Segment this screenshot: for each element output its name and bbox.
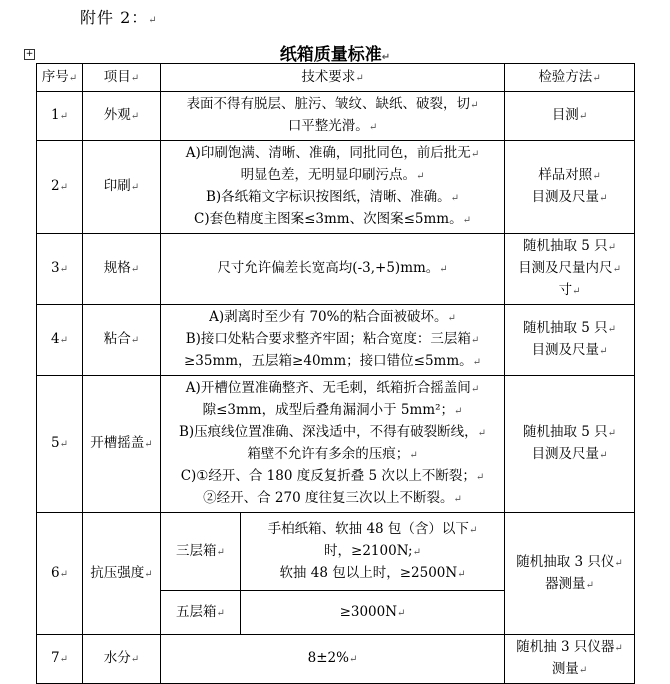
row-tech-line: ≥3000N↵ [339, 603, 406, 620]
row-method [505, 234, 635, 305]
row-no-line: 7↵ [51, 650, 68, 666]
table-row [37, 234, 635, 305]
row-item-line: 外观↵ [103, 107, 140, 123]
row-item [83, 305, 161, 376]
row-method [505, 635, 635, 684]
row-tech-line: 箱壁不允许有多余的压痕；↵ [247, 446, 418, 462]
row-tech-line: 时，≥2100N;↵ [324, 542, 421, 559]
row-tech-line: ②经开、合 270 度往复三次以上不断裂。↵ [203, 490, 462, 506]
row-method-line: 测量↵ [551, 661, 588, 677]
row-method-line: 随机抽取 5 只↵ [522, 238, 617, 254]
row-method-line: 随机抽 3 只仪器↵ [516, 639, 623, 655]
row-method-line: 样品对照↵ [538, 167, 601, 183]
row-item-line: 规格↵ [103, 260, 140, 276]
row-tech [161, 305, 505, 376]
row-tech [161, 635, 505, 684]
row-method-line: 目测↵ [551, 107, 588, 123]
row-method-line: 寸↵ [558, 282, 581, 298]
table-row [37, 513, 635, 591]
header-tech: 技术要求↵ [161, 64, 505, 92]
table-row [37, 376, 635, 513]
row-method [505, 305, 635, 376]
row-no-line: 6↵ [51, 564, 68, 581]
row-tech-line: C)套色精度主图案≤3mm、次图案≤5mm。↵ [194, 211, 471, 227]
row-no-line: 4↵ [51, 331, 68, 347]
row-item [83, 513, 161, 635]
row-method [505, 141, 635, 234]
row-tech-line: 8±2%↵ [307, 650, 358, 666]
row-tech-line: 表面不得有脱层、脏污、皱纹、缺纸、破裂，切↵ [186, 96, 479, 112]
row-layer [161, 513, 241, 591]
table-row [37, 635, 635, 684]
row-tech-line: 隙≤3mm，成型后叠角漏洞小于 5mm²；↵ [202, 402, 463, 418]
row-item [83, 635, 161, 684]
row-no [37, 141, 83, 234]
row-tech-line: B)压痕线位置准确、深浅适中，不得有破裂断线，↵ [178, 424, 487, 440]
table-row [37, 92, 635, 141]
row-method-line: 目测及尺量↵ [531, 189, 608, 205]
row-item-line: 抗压强度↵ [90, 564, 153, 581]
row-layer-line: 五层箱↵ [176, 603, 225, 620]
row-layer-line: 三层箱↵ [176, 542, 225, 559]
row-method [505, 513, 635, 635]
row-no-line: 2↵ [51, 178, 68, 194]
row-tech-line: B)各纸箱文字标识按图纸，清晰、准确。↵ [205, 189, 460, 205]
row-tech-line: A)印刷饱满、清晰、准确，同批同色，前后批无↵ [185, 145, 480, 161]
row-item-line: 印刷↵ [103, 178, 140, 194]
attachment-label: 附件 2：↵ [80, 8, 158, 27]
row-tech-line: A)开槽位置准确整齐、无毛刺，纸箱折合摇盖间↵ [185, 380, 480, 396]
row-method-line: 随机抽取 3 只仪↵ [516, 553, 623, 570]
row-method [505, 376, 635, 513]
header-item: 项目↵ [83, 64, 161, 92]
row-no [37, 92, 83, 141]
page-title: 纸箱质量标准↵ [279, 45, 391, 65]
quality-standard-table [36, 63, 635, 684]
table-move-handle-icon[interactable]: + [25, 49, 34, 59]
row-tech-line: 明显色差，无明显印刷污点。↵ [240, 167, 425, 183]
row-tech-line: 手柏纸箱、软抽 48 包（含）以下↵ [267, 520, 478, 537]
row-tech-line: ≥35mm，五层箱≥40mm；接口错位≤5mm。↵ [183, 353, 482, 369]
row-item [83, 234, 161, 305]
row-method-line: 目测及尺量内尺↵ [518, 260, 621, 276]
table-row [37, 305, 635, 376]
row-item-line: 水分↵ [103, 650, 140, 666]
row-tech-line: 尺寸允许偏差长宽高均(-3,+5)mm。↵ [217, 260, 448, 276]
row-tech [161, 141, 505, 234]
row-tech [161, 234, 505, 305]
header-no: 序号↵ [37, 64, 83, 92]
table-header-row [37, 64, 635, 92]
row-tech-line: B)接口处粘合要求整齐牢固；粘合宽度：三层箱↵ [185, 331, 480, 347]
row-no-line: 3↵ [51, 260, 68, 276]
row-method [505, 92, 635, 141]
table-row [37, 141, 635, 234]
row-no [37, 376, 83, 513]
row-no-line: 5↵ [51, 435, 68, 451]
row-tech-line: A)剥离时至少有 70%的粘合面被破坏。↵ [209, 309, 456, 325]
row-method-line: 目测及尺量↵ [531, 342, 608, 358]
row-no [37, 513, 83, 635]
row-tech-line: 软抽 48 包以上时，≥2500N↵ [279, 564, 466, 581]
row-no-line: 1↵ [51, 107, 68, 123]
row-method-line: 随机抽取 5 只↵ [522, 424, 617, 440]
row-tech [241, 513, 505, 591]
row-no [37, 234, 83, 305]
row-item [83, 141, 161, 234]
row-item-line: 开槽摇盖↵ [90, 435, 153, 451]
row-item [83, 92, 161, 141]
row-tech [161, 376, 505, 513]
row-item-line: 粘合↵ [103, 331, 140, 347]
row-method-line: 随机抽取 5 只↵ [522, 320, 617, 336]
row-tech [161, 92, 505, 141]
row-no [37, 635, 83, 684]
row-method-line: 器测量↵ [545, 575, 594, 592]
row-tech-line: 口平整光滑。↵ [287, 118, 378, 134]
row-no [37, 305, 83, 376]
row-tech-line: C)①经开、合 180 度反复折叠 5 次以上不断裂；↵ [180, 468, 485, 484]
row-method-line: 目测及尺量↵ [531, 446, 608, 462]
header-method: 检验方法↵ [505, 64, 635, 92]
row-item [83, 376, 161, 513]
